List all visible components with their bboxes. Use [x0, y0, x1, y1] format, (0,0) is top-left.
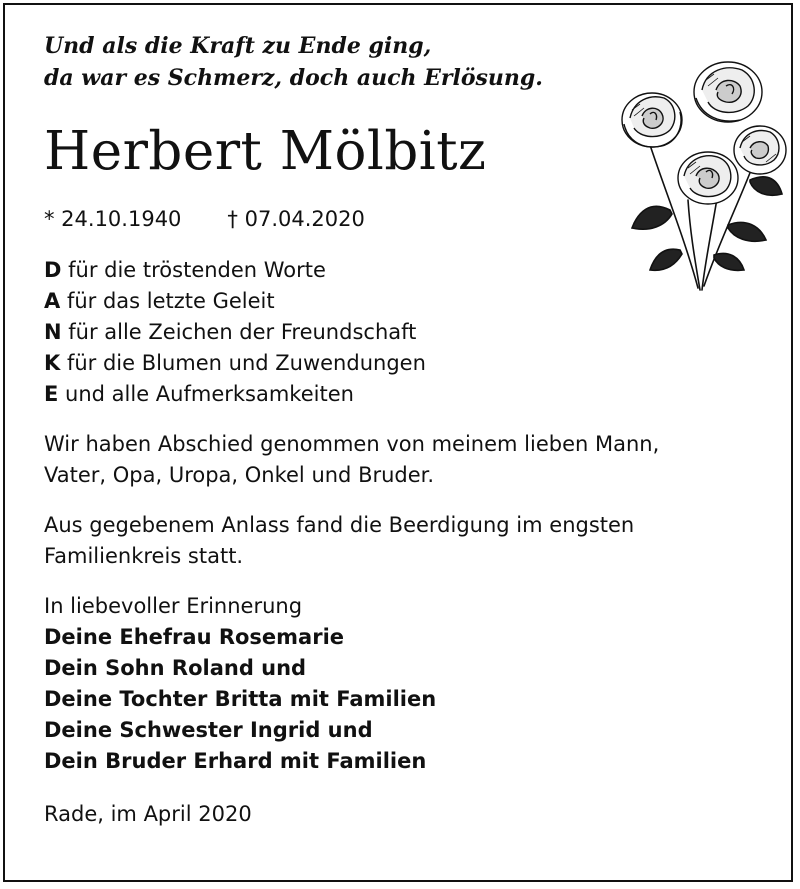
thanks-text: für die tröstenden Worte: [61, 258, 326, 282]
mourner-line: Deine Ehefrau Rosemarie: [44, 625, 345, 649]
farewell-line-1: Wir haben Abschied genommen von meinem lieben Mann,: [44, 432, 660, 456]
thanks-row: [44, 379, 764, 410]
thanks-letter: E: [44, 382, 59, 406]
roses-illustration-icon: [610, 50, 790, 295]
thanks-letter: A: [44, 289, 61, 313]
motto-line-2: da war es Schmerz, doch auch Erlösung.: [44, 65, 543, 91]
funeral-line-2: Familienkreis statt.: [44, 544, 244, 568]
thanks-text: für alle Zeichen der Freundschaft: [61, 320, 417, 344]
signoff-intro: In liebevoller Erinnerung: [44, 594, 303, 618]
place-date: Rade, im April 2020: [44, 802, 252, 826]
mourner-line: Dein Bruder Erhard mit Familien: [44, 749, 427, 773]
birth-date: * 24.10.1940: [44, 207, 182, 231]
thanks-row: [44, 348, 764, 379]
thanks-text: und alle Aufmerksamkeiten: [58, 382, 354, 406]
thanks-letter: D: [44, 258, 62, 282]
motto-line-1: Und als die Kraft zu Ende ging,: [44, 33, 432, 59]
thanks-text: für die Blumen und Zuwendungen: [60, 351, 426, 375]
funeral-line-1: Aus gegebenem Anlass fand die Beerdigung im engsten: [44, 513, 635, 537]
death-date: † 07.04.2020: [227, 207, 365, 231]
deceased-name: Herbert Mölbitz: [44, 121, 487, 182]
mourner-line: Dein Sohn Roland und: [44, 656, 307, 680]
thanks-letter: N: [44, 320, 62, 344]
mourner-line: Deine Schwester Ingrid und: [44, 718, 373, 742]
thanks-text: für das letzte Geleit: [60, 289, 275, 313]
farewell-paragraph: [44, 429, 764, 491]
thanks-row: [44, 317, 764, 348]
funeral-paragraph: [44, 510, 764, 572]
farewell-line-2: Vater, Opa, Uropa, Onkel und Bruder.: [44, 463, 435, 487]
mourner-line: Deine Tochter Britta mit Familien: [44, 687, 437, 711]
thanks-letter: K: [44, 351, 61, 375]
signoff: [44, 591, 764, 777]
